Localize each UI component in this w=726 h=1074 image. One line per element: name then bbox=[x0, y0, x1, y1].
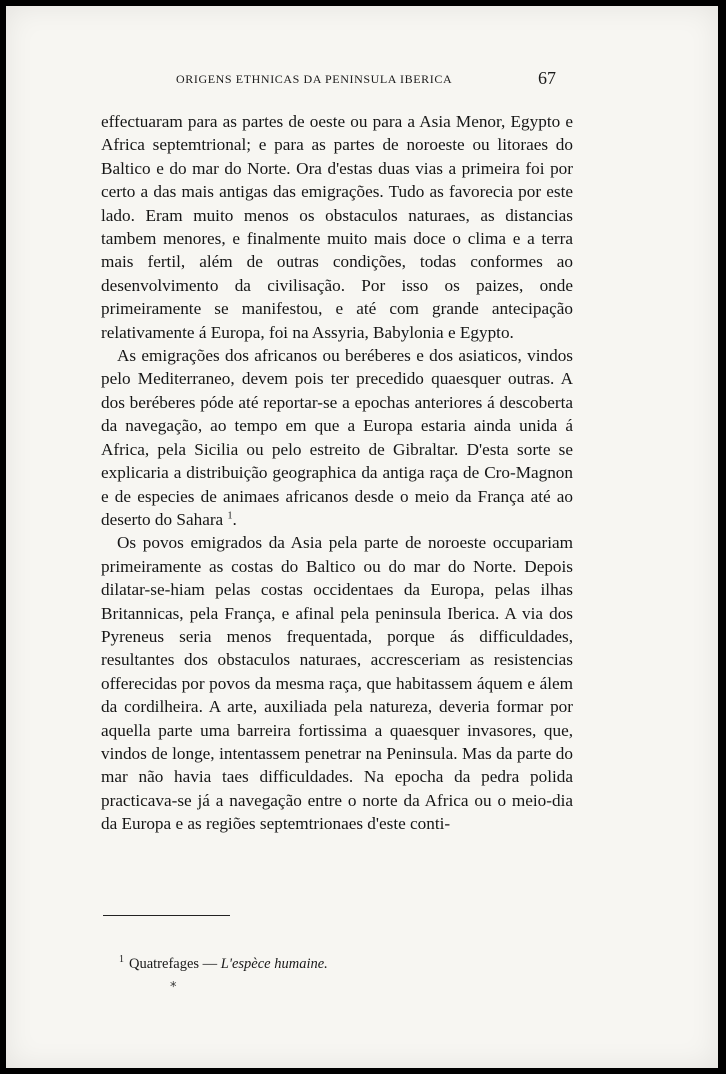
page-header bbox=[176, 68, 576, 88]
paragraph-2 bbox=[101, 344, 573, 531]
running-title: ORIGENS ETHNICAS DA PENINSULA IBERICA bbox=[176, 72, 453, 86]
footnote bbox=[119, 954, 328, 973]
body-text bbox=[101, 110, 573, 836]
footnote-mark: 1 bbox=[119, 954, 124, 965]
paragraph-3: Os povos emigrados da Asia pela parte de noroeste occupariam primeiramente as costas do Baltico ou do mar do Norte. Depois dilatar-se-hiam pelas costas occidentaes da Europa, pelas ilhas Britannicas, pela França, e afinal pela peninsula Iberica. A via dos Pyreneus seria menos frequentada, porque ás difficuldades, resultantes dos obstaculos naturaes, accresceriam as resistencias offerecidas por povos da mesma raça, que habitassem áquem e álem da cordilheira. A arte, auxiliada pela natureza, deveria formar por aquella parte uma barreira fortissima a quaesquer invasores, que, vindos de longe, intentassem penetrar na Peninsula. Mas da parte do mar não havia taes difficuldades. Na epocha da pedra polida practicava-se já a navegação entre o norte da Africa ou o meio-dia da Europa e as regiões septemtrionaes d'este conti- bbox=[101, 533, 573, 834]
footnote-divider bbox=[103, 915, 230, 916]
paragraph-1: effectuaram para as partes de oeste ou para a Asia Menor, Egypto e Africa septemtrional; e para as partes de noroeste ou litoraes do Baltico e do mar do Norte. Ora d'estas duas vias a primeira foi por certo a das mais antigas das emigrações. Tudo as favorecia por este lado. Eram muito menos os obstaculos naturaes, as distancias tambem menores, e finalmente muito mais doce o clima e a terra mais fertil, além de outras condições, todas conformes ao desenvolvimento da civilisação. Por isso os paizes, onde primeiramente se manifestou, e até com grande antecipação relativamente á Europa, foi na Assyria, Babylonia e Egypto. bbox=[101, 112, 573, 342]
paragraph-2-text: As emigrações dos africanos ou beréberes e dos asiaticos, vindos pelo Mediterraneo, devem pois ter precedido quaesquer outras. A dos beréberes póde até reportar-se a epochas anteriores á descoberta da navegação, ao tempo em que a Europa estaria ainda unida á Africa, pela Sicilia ou pelo estreito de Gibraltar. D'esta sorte se explicaria a distribuição geographica da antiga raça de Cro-Magnon e de especies de animaes africanos desde o meio da França até ao deserto do Sahara bbox=[101, 346, 573, 529]
asterisk-ornament: * bbox=[170, 980, 177, 995]
footnote-reference: 1 bbox=[227, 510, 233, 522]
footnote-author: Quatrefages — bbox=[129, 955, 218, 972]
footnote-title: L'espèce humaine. bbox=[220, 955, 328, 972]
paragraph-2-end: . bbox=[232, 509, 237, 529]
page-number: 67 bbox=[538, 68, 556, 88]
